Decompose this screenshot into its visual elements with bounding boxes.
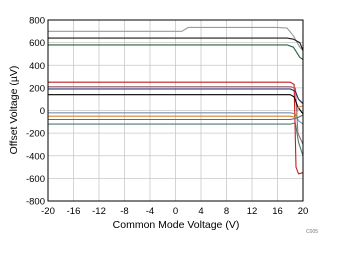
y-tick-label: 600	[29, 38, 45, 50]
x-tick-label: -4	[145, 206, 155, 217]
y-tick-label: -600	[25, 173, 45, 185]
x-tick-label: 12	[246, 206, 258, 217]
y-tick-label: 200	[29, 83, 45, 95]
y-tick-label: -400	[25, 151, 45, 163]
y-axis-label: Offset Voltage (µV)	[8, 65, 20, 155]
y-tick-labels	[26, 16, 45, 208]
x-tick-label: 16	[272, 206, 283, 217]
x-tick-label: -8	[120, 206, 129, 217]
y-tick-label: 400	[29, 60, 45, 72]
y-tick-label: -200	[25, 128, 45, 140]
x-tick-label: -16	[66, 206, 81, 217]
x-tick-label: 8	[223, 206, 230, 217]
y-tick-label: -800	[25, 196, 45, 208]
x-tick-label: 20	[297, 206, 309, 217]
y-tick-label: 0	[39, 106, 45, 117]
x-axis-label: Common Mode Voltage (V)	[112, 219, 240, 231]
grid-lines	[48, 20, 303, 201]
x-tick-label: 4	[198, 206, 204, 217]
x-tick-label: -20	[41, 206, 55, 217]
figure-code: C005	[306, 229, 318, 235]
x-tick-label: 0	[172, 206, 179, 217]
x-tick-labels	[41, 206, 308, 217]
y-tick-label: 800	[29, 15, 45, 27]
x-tick-label: -12	[92, 206, 106, 217]
